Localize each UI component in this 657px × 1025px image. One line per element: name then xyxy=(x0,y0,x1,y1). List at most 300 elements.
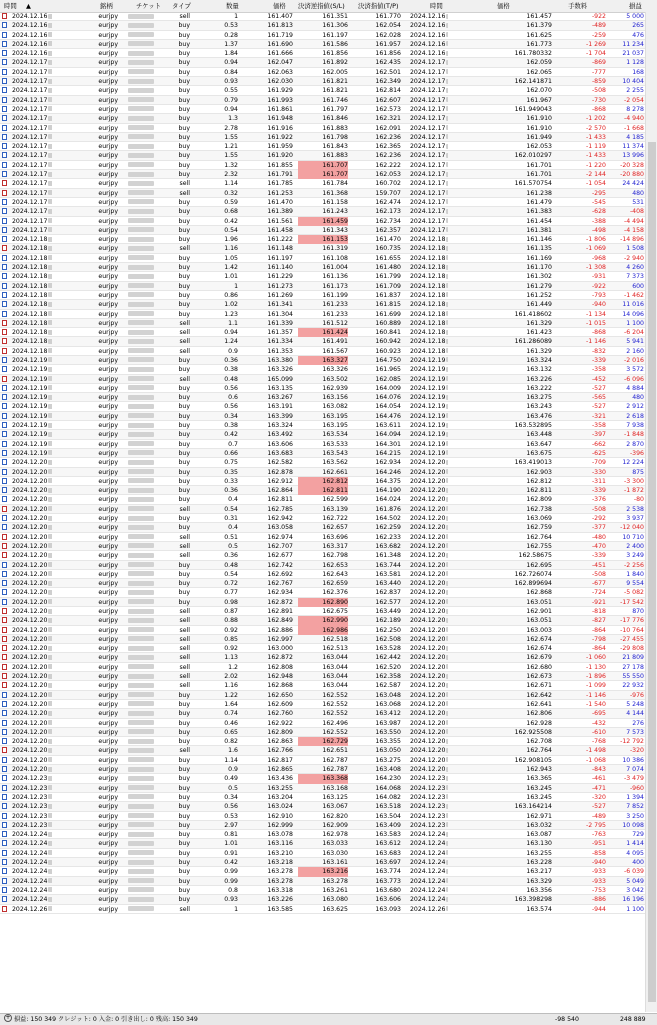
cell-profit: 3 042 xyxy=(626,886,644,894)
cell-close-time: 2024.12.23 xyxy=(410,812,448,821)
table-row[interactable] xyxy=(0,728,645,737)
table-row[interactable] xyxy=(0,77,645,86)
ticket-redacted xyxy=(128,821,162,830)
cell-close-time: 2024.12.17 xyxy=(410,114,448,123)
cell-tp: 160.702 xyxy=(375,180,401,188)
table-row[interactable] xyxy=(0,272,645,281)
table-row[interactable] xyxy=(0,663,645,672)
col-tp-header[interactable]: 決済指値(T/P) xyxy=(358,2,399,10)
table-row[interactable] xyxy=(0,756,645,765)
table-row[interactable] xyxy=(0,114,645,123)
cell-sl: 162.729 xyxy=(298,737,348,746)
cell-close-time: 2024.12.24 xyxy=(410,867,448,876)
cell-volume: 0.56 xyxy=(224,384,238,392)
table-row[interactable] xyxy=(0,124,645,133)
table-row[interactable] xyxy=(0,477,645,486)
cell-type: buy xyxy=(178,264,190,272)
cell-sl: 161.746 xyxy=(322,96,348,104)
cell-symbol: eurjpy xyxy=(98,738,118,746)
cell-tp: 163.504 xyxy=(375,812,401,820)
table-row[interactable] xyxy=(0,189,645,198)
table-row[interactable] xyxy=(0,709,645,718)
cell-volume: 1.23 xyxy=(224,310,238,318)
cell-volume: 0.48 xyxy=(224,375,238,383)
cell-symbol: eurjpy xyxy=(98,375,118,383)
table-row[interactable] xyxy=(0,542,645,551)
table-row[interactable] xyxy=(0,310,645,319)
cell-close-time: 2024.12.18 xyxy=(410,272,448,281)
cell-open-time: 2024.12.19 xyxy=(12,449,52,458)
cell-volume: 0.79 xyxy=(224,96,238,104)
cell-close-time: 2024.12.17 xyxy=(410,68,448,77)
table-row[interactable] xyxy=(0,598,645,607)
cell-type: buy xyxy=(178,468,190,476)
col-symbol-header[interactable]: 銘柄 xyxy=(100,2,113,10)
ticket-redacted xyxy=(128,719,162,728)
cell-symbol: eurjpy xyxy=(98,59,118,67)
cell-sl: 162.643 xyxy=(322,570,348,578)
cell-symbol: eurjpy xyxy=(98,366,118,374)
col-time-header[interactable]: 時間 xyxy=(4,2,17,10)
table-row[interactable] xyxy=(0,616,645,625)
cell-symbol: eurjpy xyxy=(98,412,118,420)
cell-tp: 163.409 xyxy=(375,821,401,829)
cell-commission: -377 xyxy=(591,524,606,532)
cell-sl: 163.195 xyxy=(322,412,348,420)
trade-type-icon xyxy=(2,208,7,214)
table-row[interactable] xyxy=(0,226,645,235)
cell-open-time: 2024.12.20 xyxy=(12,551,52,560)
cell-symbol: eurjpy xyxy=(98,626,118,634)
cell-tp: 163.773 xyxy=(375,877,401,885)
cell-symbol: eurjpy xyxy=(98,859,118,867)
cell-commission: -864 xyxy=(591,645,606,653)
trade-type-icon xyxy=(2,636,7,642)
cell-commission: -793 xyxy=(591,291,606,299)
cell-open-time: 2024.12.20 xyxy=(12,728,52,737)
cell-sl: 163.125 xyxy=(322,793,348,801)
cell-tp: 163.697 xyxy=(375,859,401,867)
cell-open-price: 161.813 xyxy=(267,22,293,30)
table-row[interactable] xyxy=(0,449,645,458)
table-row[interactable] xyxy=(0,133,645,142)
table-row[interactable] xyxy=(0,812,645,821)
table-row[interactable] xyxy=(0,207,645,216)
ticket-redacted xyxy=(128,867,162,876)
cell-close-time: 2024.12.20 xyxy=(410,514,448,523)
cell-commission: -921 xyxy=(591,598,606,606)
table-row[interactable] xyxy=(0,105,645,114)
cell-symbol: eurjpy xyxy=(98,700,118,708)
table-row[interactable] xyxy=(0,12,645,21)
table-row[interactable] xyxy=(0,244,645,253)
table-row[interactable] xyxy=(0,746,645,755)
cell-open-price: 162.878 xyxy=(267,468,293,476)
cell-volume: 0.84 xyxy=(224,68,238,76)
table-row[interactable] xyxy=(0,347,645,356)
cell-volume: 1.6 xyxy=(228,747,238,755)
cell-sl: 163.562 xyxy=(322,459,348,467)
table-row[interactable] xyxy=(0,486,645,495)
cell-type: buy xyxy=(178,459,190,467)
cell-close-price: 162.059 xyxy=(526,59,552,67)
table-row[interactable] xyxy=(0,570,645,579)
table-row[interactable] xyxy=(0,458,645,467)
table-row[interactable] xyxy=(0,291,645,300)
ticket-redacted xyxy=(128,477,162,486)
cell-tp: 162.321 xyxy=(375,115,401,123)
table-row[interactable] xyxy=(0,365,645,374)
col-type-header[interactable]: タイプ xyxy=(172,2,191,10)
cell-type: buy xyxy=(178,812,190,820)
table-row[interactable] xyxy=(0,40,645,49)
cell-profit: -12 792 xyxy=(620,738,644,746)
cell-open-time: 2024.12.20 xyxy=(12,486,52,495)
table-row[interactable] xyxy=(0,821,645,830)
col-ticket-header[interactable]: チケット xyxy=(136,2,161,10)
table-row[interactable] xyxy=(0,151,645,160)
cell-close-price: 162.674 xyxy=(526,645,552,653)
cell-close-price: 163.275 xyxy=(526,394,552,402)
trade-type-icon xyxy=(2,13,7,19)
trade-type-icon xyxy=(2,571,7,577)
cell-close-time: 2024.12.18 xyxy=(410,328,448,337)
cell-volume: 0.48 xyxy=(224,561,238,569)
table-row[interactable] xyxy=(0,161,645,170)
cell-type: buy xyxy=(178,143,190,151)
table-row[interactable] xyxy=(0,626,645,635)
table-row[interactable] xyxy=(0,681,645,690)
cell-type: sell xyxy=(179,617,190,625)
cell-close-time: 2024.12.17 xyxy=(410,86,448,95)
cell-close-time: 2024.12.23 xyxy=(410,774,448,783)
table-row[interactable] xyxy=(0,170,645,179)
cell-tp: 160.889 xyxy=(375,319,401,327)
cell-symbol: eurjpy xyxy=(98,812,118,820)
table-row[interactable] xyxy=(0,49,645,58)
trade-type-icon xyxy=(2,617,7,623)
cell-profit: 480 xyxy=(632,394,644,402)
cell-sl: 162.890 xyxy=(298,598,348,607)
cell-tp: 160.923 xyxy=(375,347,401,355)
table-row[interactable] xyxy=(0,774,645,783)
cell-type: sell xyxy=(179,608,190,615)
table-row[interactable] xyxy=(0,235,645,244)
cell-open-price: 161.561 xyxy=(267,217,293,225)
table-row[interactable] xyxy=(0,886,645,895)
table-row[interactable] xyxy=(0,384,645,393)
table-row[interactable] xyxy=(0,337,645,346)
ticket-redacted xyxy=(128,114,162,123)
cell-close-time: 2024.12.18 xyxy=(410,300,448,309)
trade-type-icon xyxy=(2,645,7,651)
ticket-redacted xyxy=(128,784,162,793)
table-row[interactable] xyxy=(0,849,645,858)
cell-volume: 1.13 xyxy=(224,654,238,662)
cell-symbol: eurjpy xyxy=(98,608,118,615)
cell-open-price: 163.318 xyxy=(267,886,293,894)
cell-close-time: 2024.12.24 xyxy=(410,877,448,886)
cell-tp: 162.222 xyxy=(375,161,401,169)
table-row[interactable] xyxy=(0,505,645,514)
cell-type: buy xyxy=(178,254,190,262)
table-row[interactable] xyxy=(0,579,645,588)
cell-type: sell xyxy=(179,635,190,643)
cell-commission: -827 xyxy=(591,617,606,625)
cell-symbol: eurjpy xyxy=(98,152,118,160)
cell-open-price: 161.148 xyxy=(267,245,293,253)
profit-total: 248 889 xyxy=(620,1016,646,1023)
table-row[interactable] xyxy=(0,142,645,151)
trade-type-icon xyxy=(2,50,7,56)
ticket-redacted xyxy=(128,672,162,681)
col-volume-header[interactable]: 数量 xyxy=(226,2,239,10)
cell-open-time: 2024.12.20 xyxy=(12,635,52,644)
cell-tp: 163.093 xyxy=(375,905,401,913)
cell-type: buy xyxy=(178,282,190,290)
cell-close-price: 162.908105 xyxy=(514,756,552,764)
table-row[interactable] xyxy=(0,691,645,700)
cell-close-price: 162.901 xyxy=(526,608,552,615)
cell-close-price: 163.217 xyxy=(526,868,552,876)
cell-type: sell xyxy=(179,329,190,337)
trade-type-icon xyxy=(2,245,7,251)
table-row[interactable] xyxy=(0,375,645,384)
ticket-redacted xyxy=(128,616,162,625)
table-row[interactable] xyxy=(0,737,645,746)
cell-commission: -625 xyxy=(591,449,606,457)
ticket-redacted xyxy=(128,505,162,514)
cell-profit: 265 xyxy=(632,22,644,30)
cell-close-time: 2024.12.17 xyxy=(410,170,448,179)
cell-open-price: 163.204 xyxy=(267,793,293,801)
table-row[interactable] xyxy=(0,31,645,40)
cell-open-price: 162.766 xyxy=(267,747,293,755)
ticket-redacted xyxy=(128,449,162,458)
table-row[interactable] xyxy=(0,607,645,616)
cell-profit: -29 808 xyxy=(620,645,644,653)
cell-commission: -951 xyxy=(591,840,606,848)
table-row[interactable] xyxy=(0,830,645,839)
col-commission-header[interactable]: 手数料 xyxy=(568,2,588,10)
cell-close-time: 2024.12.20 xyxy=(410,551,448,560)
table-row[interactable] xyxy=(0,430,645,439)
cell-close-time: 2024.12.20 xyxy=(410,458,448,467)
table-row[interactable] xyxy=(0,198,645,207)
cell-close-time: 2024.12.20 xyxy=(410,635,448,644)
table-row[interactable] xyxy=(0,421,645,430)
table-row[interactable] xyxy=(0,533,645,542)
ticket-redacted xyxy=(128,663,162,672)
cell-close-time: 2024.12.20 xyxy=(410,486,448,495)
table-row[interactable] xyxy=(0,719,645,728)
col-sl-header[interactable]: 決済逆指値(S/L) xyxy=(298,2,345,10)
table-row[interactable] xyxy=(0,588,645,597)
table-row[interactable] xyxy=(0,328,645,337)
cell-profit: 10 386 xyxy=(622,756,644,764)
trade-type-icon xyxy=(2,543,7,549)
table-row[interactable] xyxy=(0,440,645,449)
cell-tp: 163.744 xyxy=(375,561,401,569)
cell-profit: -10 764 xyxy=(620,626,644,634)
table-row[interactable] xyxy=(0,867,645,876)
cell-profit: 2 160 xyxy=(626,347,644,355)
ticket-redacted xyxy=(128,421,162,430)
cell-symbol: eurjpy xyxy=(98,273,118,281)
cell-commission: -339 xyxy=(591,487,606,495)
table-row[interactable] xyxy=(0,561,645,570)
trade-type-icon xyxy=(2,766,7,772)
cell-type: sell xyxy=(179,747,190,755)
cell-sl: 162.518 xyxy=(322,635,348,643)
cell-volume: 0.59 xyxy=(224,198,238,206)
trade-type-icon xyxy=(2,357,7,363)
table-row[interactable] xyxy=(0,523,645,532)
cell-profit: 1 840 xyxy=(626,570,644,578)
cell-open-time: 2024.12.17 xyxy=(12,68,52,77)
col-profit-header[interactable]: 損益 xyxy=(629,2,642,10)
cell-symbol: eurjpy xyxy=(98,347,118,355)
table-row[interactable] xyxy=(0,839,645,848)
table-row[interactable] xyxy=(0,96,645,105)
cell-open-time: 2024.12.18 xyxy=(12,337,52,346)
trade-type-icon xyxy=(2,152,7,158)
cell-volume: 0.65 xyxy=(224,728,238,736)
table-row[interactable] xyxy=(0,263,645,272)
cell-symbol: eurjpy xyxy=(98,886,118,894)
table-row[interactable] xyxy=(0,895,645,904)
trade-type-icon xyxy=(2,422,7,428)
table-row[interactable] xyxy=(0,282,645,291)
cell-type: buy xyxy=(178,738,190,746)
cell-commission: -724 xyxy=(591,589,606,597)
cell-symbol: eurjpy xyxy=(98,793,118,801)
cell-symbol: eurjpy xyxy=(98,198,118,206)
col-close-time-header[interactable]: 時間 xyxy=(430,2,443,10)
ticket-redacted xyxy=(128,858,162,867)
cell-type: buy xyxy=(178,236,190,244)
cell-profit: 11 016 xyxy=(622,301,644,309)
cell-type: sell xyxy=(179,180,190,188)
cell-open-time: 2024.12.17 xyxy=(12,77,52,86)
trade-history-table xyxy=(0,12,645,914)
ticket-redacted xyxy=(128,291,162,300)
table-row[interactable] xyxy=(0,468,645,477)
cell-close-price: 162.695 xyxy=(526,561,552,569)
cell-close-price: 162.065 xyxy=(526,68,552,76)
cell-sl: 162.552 xyxy=(322,728,348,736)
table-row[interactable] xyxy=(0,179,645,188)
cell-profit: 2 400 xyxy=(626,542,644,550)
cell-close-time: 2024.12.23 xyxy=(410,784,448,793)
table-row[interactable] xyxy=(0,495,645,504)
cell-close-time: 2024.12.23 xyxy=(410,793,448,802)
table-row[interactable] xyxy=(0,58,645,67)
table-row[interactable] xyxy=(0,514,645,523)
cell-open-price: 162.864 xyxy=(267,487,293,495)
table-row[interactable] xyxy=(0,802,645,811)
table-row[interactable] xyxy=(0,877,645,886)
cell-open-time: 2024.12.20 xyxy=(12,561,52,570)
table-row[interactable] xyxy=(0,68,645,77)
cell-type: buy xyxy=(178,22,190,30)
vertical-scrollbar[interactable] xyxy=(645,12,657,1012)
cell-type: buy xyxy=(178,440,190,448)
cell-profit: 1 414 xyxy=(626,840,644,848)
table-row[interactable] xyxy=(0,356,645,365)
cell-open-price: 163.000 xyxy=(267,645,293,653)
trade-type-icon xyxy=(2,859,7,865)
table-row[interactable] xyxy=(0,319,645,328)
cell-tp: 164.076 xyxy=(375,394,401,402)
cell-close-price: 162.642 xyxy=(526,691,552,699)
cell-close-price: 162.674 xyxy=(526,635,552,643)
cell-type: sell xyxy=(179,905,190,913)
cell-sl: 161.883 xyxy=(322,124,348,132)
trade-type-icon xyxy=(2,376,7,382)
cell-symbol: eurjpy xyxy=(98,691,118,699)
trade-type-icon xyxy=(2,608,7,614)
table-row[interactable] xyxy=(0,905,645,914)
col-close-price-header[interactable]: 価格 xyxy=(497,2,510,10)
cell-commission: -397 xyxy=(591,431,606,439)
ticket-redacted xyxy=(128,328,162,337)
table-row[interactable] xyxy=(0,858,645,867)
col-price-header[interactable]: 価格 xyxy=(273,2,286,10)
cell-close-time: 2024.12.24 xyxy=(410,886,448,895)
cell-volume: 0.51 xyxy=(224,533,238,541)
table-row[interactable] xyxy=(0,402,645,411)
cell-profit: -20 880 xyxy=(620,171,644,179)
table-row[interactable] xyxy=(0,551,645,560)
cell-profit: 11 374 xyxy=(622,143,644,151)
cell-profit: -4 158 xyxy=(624,226,644,234)
cell-type: buy xyxy=(178,394,190,402)
cell-type: buy xyxy=(178,691,190,699)
cell-tp: 164.024 xyxy=(375,496,401,504)
table-row[interactable] xyxy=(0,793,645,802)
table-row[interactable] xyxy=(0,784,645,793)
cell-open-time: 2024.12.20 xyxy=(12,468,52,477)
cell-symbol: eurjpy xyxy=(98,217,118,225)
cell-close-price: 162.812 xyxy=(526,477,552,485)
scrollbar-thumb[interactable] xyxy=(648,142,656,1002)
table-row[interactable] xyxy=(0,412,645,421)
trade-type-icon xyxy=(2,478,7,484)
table-row[interactable] xyxy=(0,765,645,774)
table-row[interactable] xyxy=(0,300,645,309)
table-row[interactable] xyxy=(0,644,645,653)
table-row[interactable] xyxy=(0,217,645,226)
table-row[interactable] xyxy=(0,672,645,681)
cell-profit: 3 937 xyxy=(626,515,644,523)
sort-arrow-icon[interactable]: ▲ xyxy=(26,2,31,10)
cell-type: sell xyxy=(179,347,190,355)
cell-profit: 5 941 xyxy=(626,338,644,346)
cell-close-time: 2024.12.20 xyxy=(410,653,448,662)
table-row[interactable] xyxy=(0,393,645,402)
table-row[interactable] xyxy=(0,21,645,30)
table-row[interactable] xyxy=(0,254,645,263)
cell-close-time: 2024.12.20 xyxy=(410,477,448,486)
cell-open-price: 162.872 xyxy=(267,654,293,662)
table-row[interactable] xyxy=(0,700,645,709)
table-row[interactable] xyxy=(0,86,645,95)
table-row[interactable] xyxy=(0,653,645,662)
table-row[interactable] xyxy=(0,635,645,644)
cell-commission: -480 xyxy=(591,533,606,541)
cell-close-price: 163.324 xyxy=(526,356,552,364)
